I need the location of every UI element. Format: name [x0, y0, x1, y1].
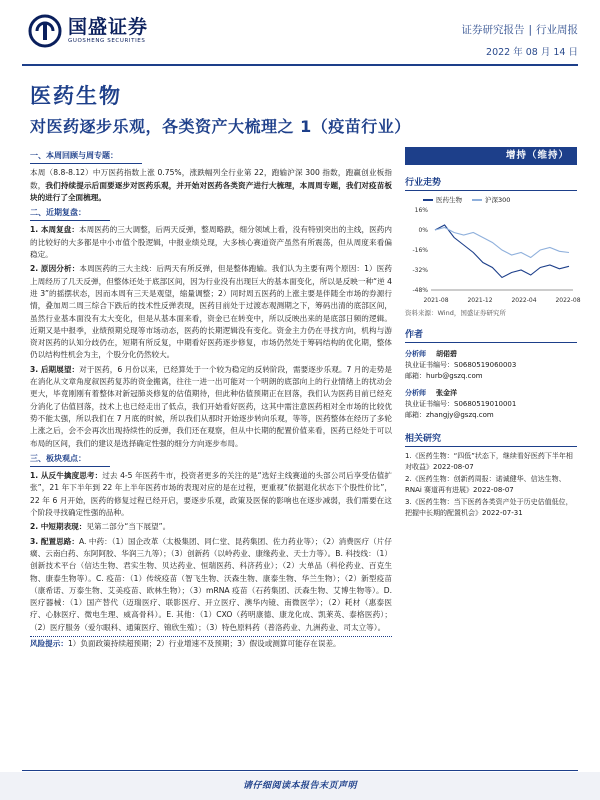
view-label-2: 2. 中短期表现： — [30, 522, 87, 532]
analyst-2 — [405, 388, 577, 421]
view-paragraph-3: 3. 配置思路：A. 中药：（1）国企改革（太极集团、同仁堂、昆药集团、佐力药业等）；（2）消费医疗（片仔癀、云南白药、东阿阿胶、华润三九等）；（3）创新药（以岭药业、康缘药业、天士力等）。B. 科技线：（1）创新技术平台（信达生物、君实生物、贝达药业、恒瑞医药、科济药业）；（2）大单品（科伦药业、百克生物、康泰生物等）。C. 疫苗：（1）传统疫苗（智飞生物、沃森生物、康泰生物、华兰生物）；（2）新型疫苗（康希诺、万泰生物、艾美疫苗、欧林生物）；（3）mRNA 疫苗（石药集团、沃森生物、艾博生物等）。D. 医疗器械：（1）国产替代（迈瑞医疗、联影医疗、开立医疗、澳华内镜、南微医学）；（2）耗材（惠泰医疗、心脉医疗、微电生理、威高骨科）。E. 其他：（1）CXO（药明康德、康龙化成、凯莱英、泰格医药）；（2）医疗服务（爱尔眼科、通策医疗、锦欣生殖）；（3）特色原料药（普洛药业、九洲药业、司太立等）。 — [30, 536, 392, 632]
recap-paragraph-3: 3. 后期展望：对于医药，6 月份以来，已经算处于一个较为稳定的反转阶段，需要逐步乐观。7 月的走势是在消化从文章角度叙医药复苏的资金搬离，往往一进一出可能对一个明朗的底部向上的行业情绪上的扰动会更大，毕竟刚刚有着整体对新冠肺炎修复的估值期待，但此种估值预期正在回落，我们认为医药目前已经充分消化了估值回落，技术上也已经走出了低点，我们开始看好医药，这其中需注意医药相对全市场的比较优势不能太强，所以我们在 7 月底的时候，所以我们从那时开始逐步转向乐观，等等，医药整体在经历了多轮上涨之后，会不会再次出现持续性的反弹，我们还在观察，但从中长期的配置价值来看，医药已经处于可以布局的区间，我们的建议是选择确定性强的细分方向逐步布局。 — [30, 364, 392, 448]
logo-mark-icon — [28, 14, 62, 48]
risk-label: 风险提示： — [30, 638, 68, 648]
analyst-1-cert: 执业证书编号：S0680519060003 — [405, 361, 517, 369]
report-title: 对医药逐步乐观，各类资产大梳理之 1（疫苗行业） — [30, 117, 411, 136]
legend-swatch-hs300 — [472, 199, 482, 201]
section-heading-2: 二、近期复盘： — [30, 207, 110, 221]
analyst-2-name: 张金洋 — [436, 389, 457, 397]
related-research-list — [405, 451, 577, 519]
y-tick-label: 16% — [414, 207, 428, 214]
view-paragraph-1: 1. 从反牛擒度思考：过去 4-5 年医药牛市，投资者更多的关注的是“选好主线赛道的头部公司后享受估值扩张”，21 年下半年到 22 年上半年医药市场的表现对应的是在过程，更重视“依据退化状态下个股性价比”，22 年 6 月开始，医药的修复过程已经开启，要逐步乐观，政策及医保的影响也在逐步减弱，我们需要在这个阶段寻找确定性强的品种。 — [30, 471, 392, 518]
recap-label-3: 3. 后期展望： — [30, 364, 80, 374]
report-date: 2022 年 08 月 14 日 — [486, 47, 578, 58]
report-header — [0, 0, 600, 75]
y-tick-label: -32% — [412, 267, 428, 274]
footer-divider — [22, 770, 578, 771]
x-tick-label: 2022-04 — [511, 297, 537, 304]
related-research-item[interactable]: 3.《医药生物：当下医药各类资产处于历史估值低位，把握中长期的配置机会》2022-07-31 — [405, 498, 573, 517]
legend-swatch-pharma — [423, 199, 433, 201]
rating-badge: 增持（维持） — [405, 147, 577, 165]
recap-paragraph-2: 2. 原因分析：本周医药的三大主线：后两天有所反弹，但是整体跑输。我们认为主要有两个原因：1）医药上周经历了几天反弹，但整体还处于底部区间，因为行业没有出现巨大的基本面变化，所以是反映一种“逆 4 进 3”的摇摆状态，因而本周有三天是观望，缩量调整；2）同时周五医药的上涨主要是伴随全市场的券源行情，叠加周二周三综合下跌后的技术性反弹表现，医药目前处于过渡态观测期之下，筹码出清的底部区间，虽然行业基本面没有太大变化，但是从基本面来看，资金已在转变中，所以反映出来的是底部日频的逻辑。近期又是中报季，业绩预期兑现等市场动态，医药的长期逻辑没有变化。资金主力仍在寻找方向，机构与游资对医药的认知分歧仍在，短期有所反复，中期看好医药逐步修复，市场仍然处于筹码结构的优化期，整体仍以结构性机会为主，个股分化仍然较大。 — [30, 264, 393, 360]
related-research-heading: 相关研究 — [405, 431, 577, 447]
y-tick-label: 0% — [418, 227, 428, 234]
analyst-1-name: 胡偌碧 — [436, 350, 457, 358]
weekly-review-text: 本周（8.8-8.12）中万医药指数上涨 0.75%，涨跌幅列全行业第 22，跑输沪深 300 指数，跑赢创业板指数， — [30, 168, 392, 190]
weekly-review-paragraph — [30, 167, 392, 204]
y-tick-label: -16% — [412, 247, 428, 254]
analyst-2-role: 分析师 — [405, 389, 426, 397]
company-logo — [28, 14, 148, 48]
report-sidebar — [405, 147, 581, 520]
analyst-2-email[interactable]: 邮箱：zhangjy@gszq.com — [405, 411, 494, 419]
section-heading-3: 三、板块观点： — [30, 453, 110, 467]
chart-source: 资料来源：Wind，国盛证券研究所 — [405, 309, 506, 317]
analyst-1 — [405, 349, 577, 382]
y-tick-label: -48% — [412, 287, 428, 294]
related-research-item[interactable]: 2.《医药生物：创新药周报：诺诚健华、信达生物、RNAi 赛道再有进展》2022-08-07 — [405, 475, 566, 494]
x-tick-label: 2022-08 — [555, 297, 581, 304]
view-label-1: 1. 从反牛擒度思考： — [30, 471, 103, 481]
legend-item-pharma: 医药生物 — [423, 195, 462, 204]
sector-name: 医药生物 — [30, 84, 122, 108]
weekly-review-highlight: 我们持续提示后面要逐步对医药乐观，并开始对医药各类资产进行大梳理，本周周专题，我们对疫苗板块的进行了全面梳理。 — [30, 180, 393, 202]
recap-label-2: 2. 原因分析： — [30, 264, 80, 274]
series-line-hs300 — [435, 228, 569, 258]
logo-name-en: GUOSHENG SECURITIES — [68, 38, 146, 44]
logo-name-cn: 国盛证券 — [68, 16, 149, 38]
footer-disclaimer: 请仔细阅读本报告末页声明 — [0, 772, 600, 800]
view-paragraph-2: 2. 中短期表现：见第二部分“当下展望”。 — [30, 522, 171, 532]
header-divider — [22, 64, 578, 66]
x-tick-label: 2021-08 — [423, 297, 449, 304]
report-type: 证券研究报告 | 行业周报 — [461, 24, 578, 36]
legend-item-hs300: 沪深300 — [472, 195, 510, 204]
view-label-3: 3. 配置思路： — [30, 536, 79, 546]
section-heading-1: 一、本周回顾与周专题： — [30, 150, 142, 164]
performance-chart-svg — [405, 206, 581, 306]
related-research-item[interactable]: 1.《医药生物：“四低”状态下，继续看好医药下半年相对收益》2022-08-07 — [405, 452, 573, 471]
analyst-1-email[interactable]: 邮箱：hurb@gszq.com — [405, 372, 483, 380]
recap-paragraph-1: 1. 本周复盘：本周医药的三大调整，后两天反弹，整周略跌，细分领域上看，没有特别突出的主线，医药内的比较好的大多都是中小市值个股逻辑，中报业绩兑现，大多核心赛道资产虽然有所震荡，但从周度来看偏稳定。 — [30, 225, 393, 260]
risk-warning: 风险提示：1）负面政策持续超预期；2）行业增速不及预期；3）假设或测算可能存在误差。 — [30, 636, 392, 650]
analyst-1-role: 分析师 — [405, 350, 426, 358]
report-type-main: 证券研究报告 — [461, 24, 525, 36]
x-tick-label: 2021-12 — [467, 297, 493, 304]
recap-label-1: 1. 本周复盘： — [30, 225, 80, 235]
analysts-heading: 作者 — [405, 327, 577, 343]
report-type-sub: 行业周报 — [536, 24, 578, 36]
report-body — [30, 147, 392, 652]
performance-chart — [405, 206, 581, 306]
chart-legend — [423, 195, 577, 204]
analyst-2-cert: 执业证书编号：S0680519010001 — [405, 400, 517, 408]
performance-heading: 行业走势 — [405, 175, 577, 191]
